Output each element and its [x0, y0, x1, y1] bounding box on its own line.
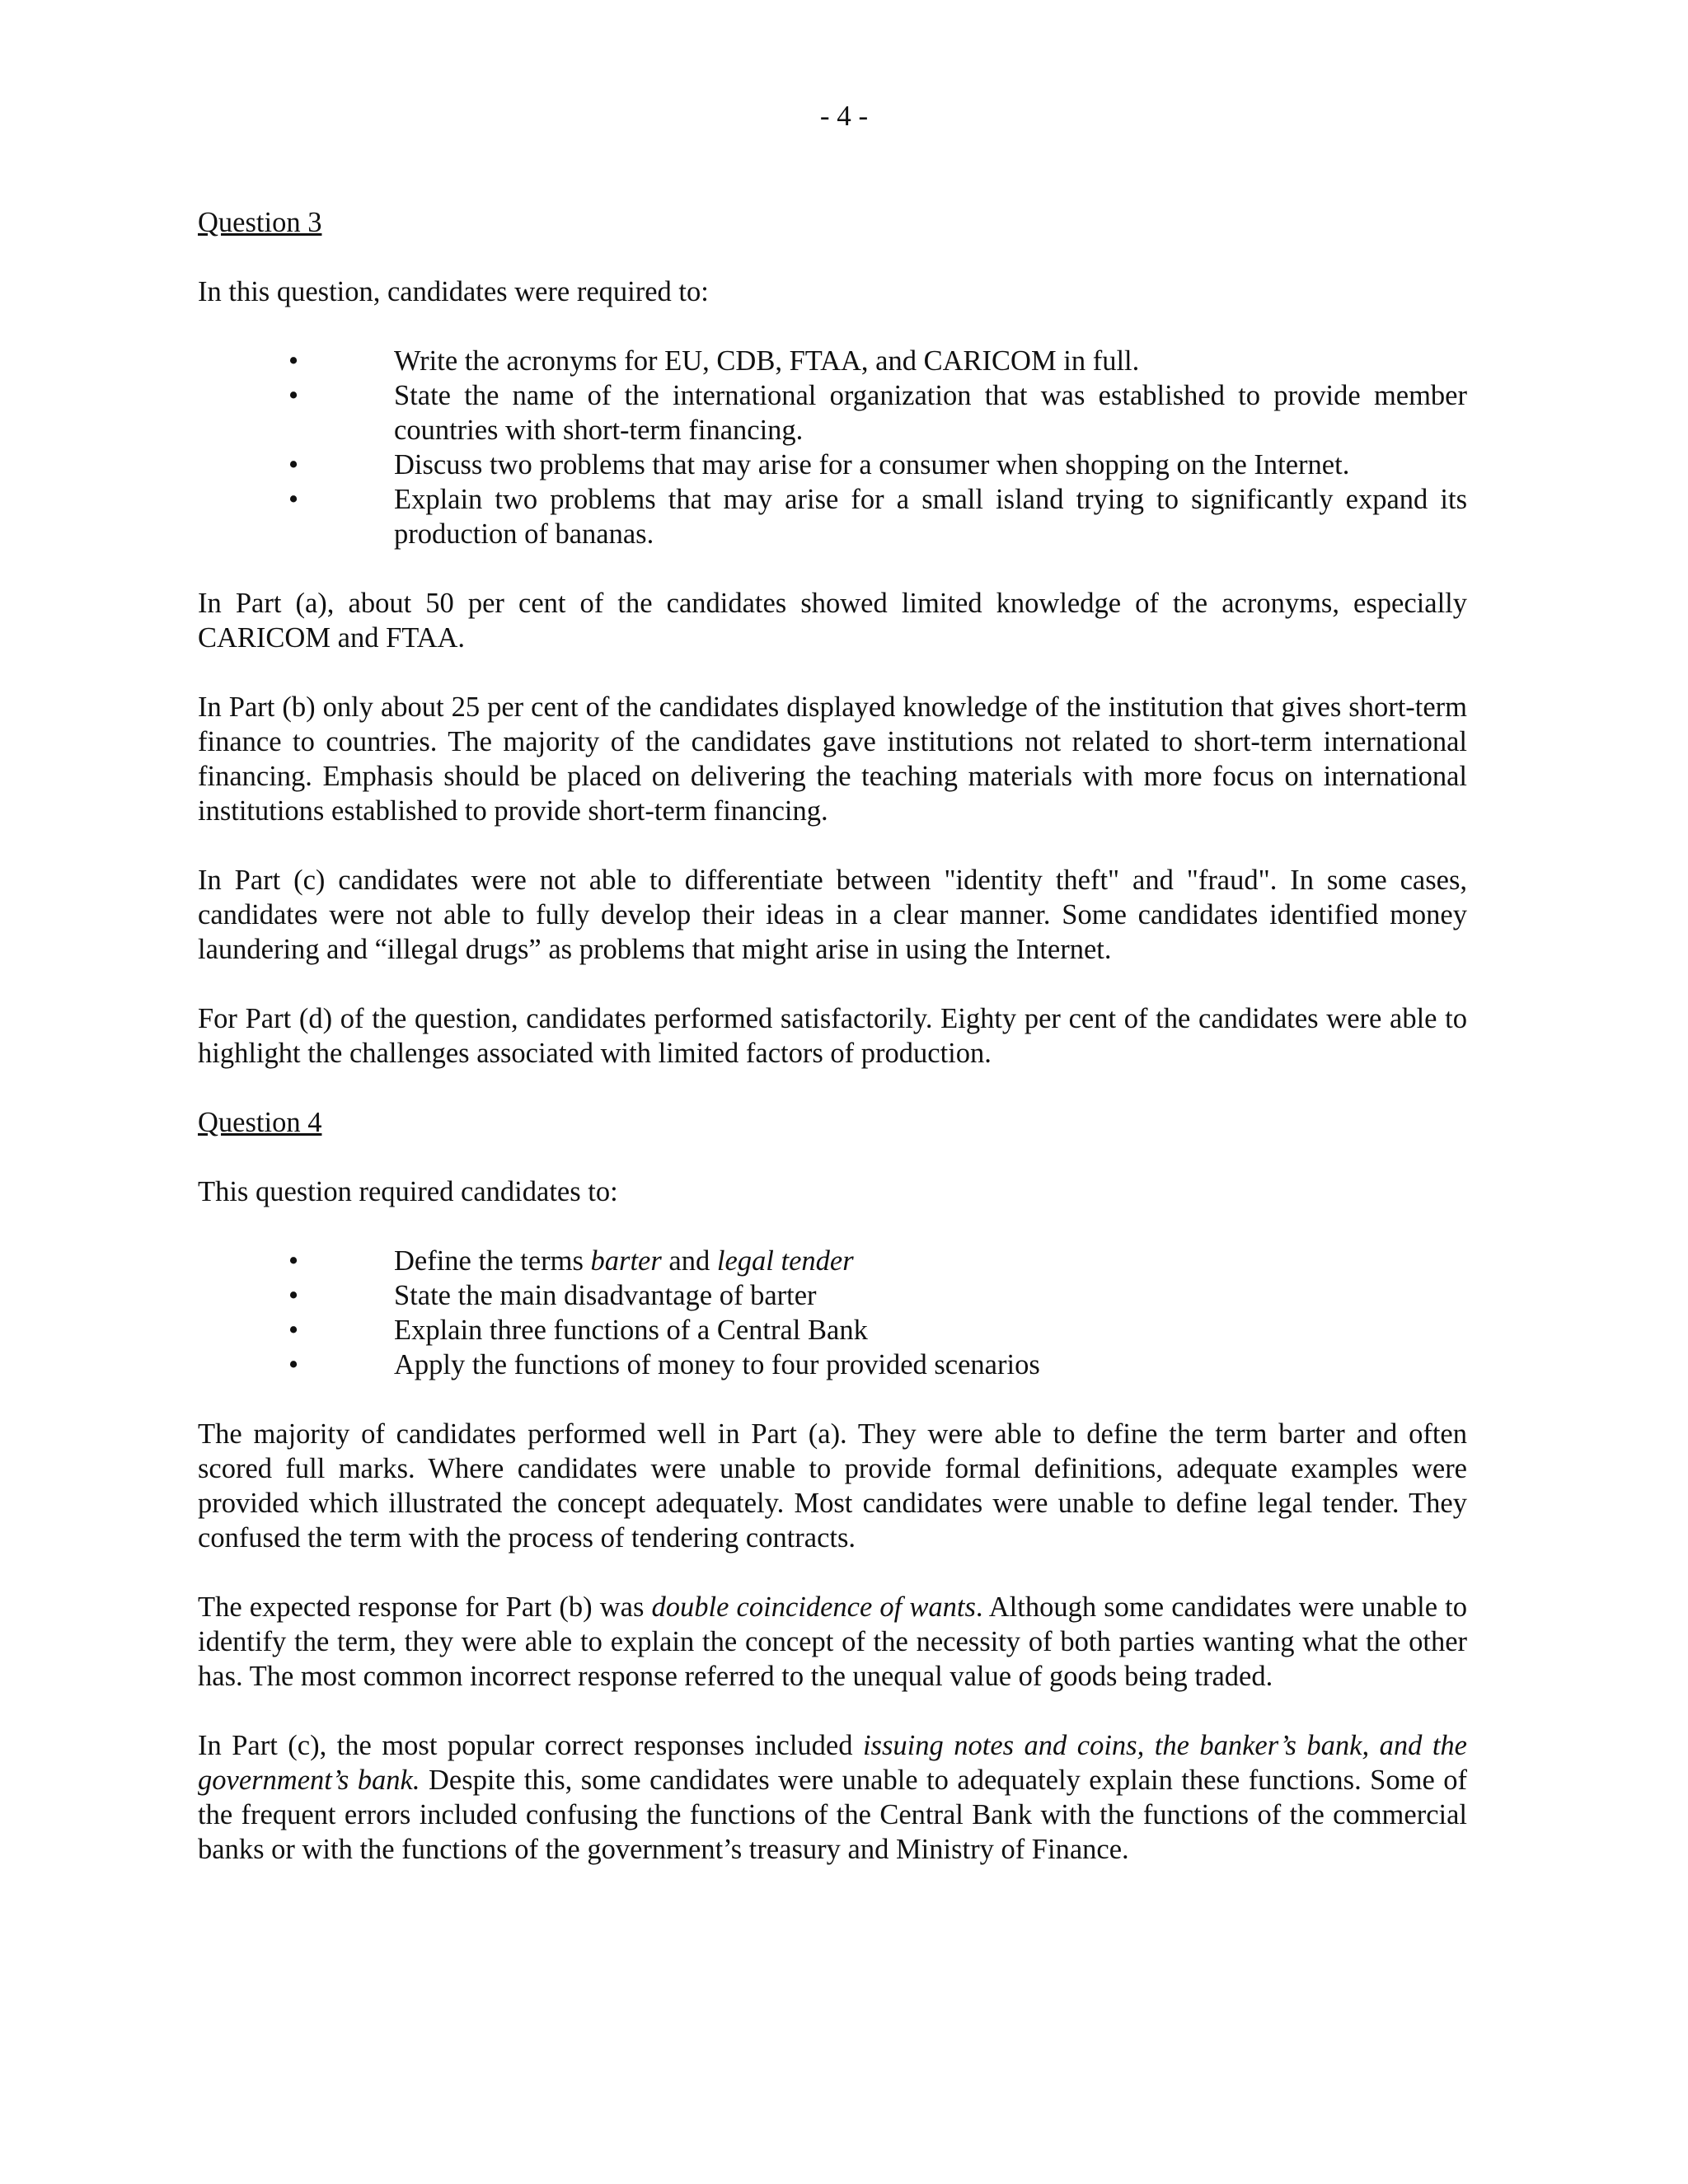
- question-4-part-b-comment: The expected response for Part (b) was double coincidence of wants. Although some candidates were unable to identify the term, they were able to explain the concept of the necessity of both parties wanting what the other has. The most common incorrect response referred to the unequal value of goods being traded.: [198, 1591, 1467, 1692]
- question-3-part-a-comment: In Part (a), about 50 per cent of the candidates showed limited knowledge of the acronyms, especially CARICOM and FTAA.: [198, 588, 1467, 654]
- question-3-intro: In this question, candidates were required to:: [198, 276, 709, 307]
- question-3-part-d-comment: For Part (d) of the question, candidates performed satisfactorily. Eighty per cent of the candidates were able to highlight the challenges associated with limited factors of production.: [198, 1003, 1467, 1069]
- question-3-heading: Question 3: [198, 207, 322, 238]
- bullet-icon: •: [288, 449, 299, 480]
- question-4-part-a-comment: The majority of candidates performed well in Part (a). They were able to define the term barter and often scored full marks. Where candidates were unable to provide formal definitions, adequate examples were provided which illustrated the concept adequately. Most candidates were unable to define legal tender. They confused the term with the process of tendering contracts.: [198, 1418, 1467, 1554]
- bullet-icon: •: [288, 380, 299, 411]
- page-number: - 4 -: [819, 100, 869, 132]
- bullet-icon: •: [288, 1315, 299, 1346]
- list-item: • State the main disadvantage of barter: [288, 1280, 817, 1311]
- term-barter: barter: [590, 1245, 662, 1277]
- term-legal-tender: legal tender: [716, 1245, 854, 1277]
- list-item: • Define the terms barter and legal tender: [288, 1245, 854, 1277]
- bullet-icon: •: [288, 1349, 299, 1380]
- list-item: • Write the acronyms for EU, CDB, FTAA, and CARICOM in full.: [288, 345, 1140, 377]
- question-4-intro: This question required candidates to:: [198, 1176, 618, 1207]
- question-3-part-c-comment: In Part (c) candidates were not able to differentiate between "identity theft" and "fraud". In some cases, candidates were not able to fully develop their ideas in a clear manner. Some candidates identified money laundering and “illegal drugs” as problems that might arise in using the Internet.: [198, 865, 1467, 965]
- central-bank-functions: issuing notes and coins, the banker’s bank, and the government’s bank.: [198, 1730, 1467, 1796]
- page-content: [198, 205, 1467, 1867]
- list-item: • Explain two problems that may arise for a small island trying to significantly expand its production of bananas.: [288, 484, 1467, 550]
- question-4-requirements-list: [198, 1244, 1467, 1382]
- question-3-requirements-list: [198, 344, 1467, 551]
- question-4-part-c-comment: In Part (c), the most popular correct responses included issuing notes and coins, the banker’s bank, and the government’s bank. Despite this, some candidates were unable to adequately explain these functions. Some of the frequent errors included confusing the functions of the Central Bank with the functions of the commercial banks or with the functions of the government’s treasury and Ministry of Finance.: [198, 1730, 1467, 1865]
- bullet-icon: •: [288, 484, 299, 515]
- question-3-part-b-comment: In Part (b) only about 25 per cent of the candidates displayed knowledge of the institution that gives short-term finance to countries. The majority of the candidates gave institutions not related to short-term international financing. Emphasis should be placed on delivering the teaching materials with more focus on international institutions established to provide short-term financing.: [198, 691, 1467, 827]
- list-item: • Apply the functions of money to four provided scenarios: [288, 1349, 1040, 1380]
- list-item: • State the name of the international organization that was established to provide member countries with short-term financing.: [288, 380, 1467, 446]
- bullet-icon: •: [288, 345, 299, 377]
- list-item: • Discuss two problems that may arise for a consumer when shopping on the Internet.: [288, 449, 1350, 480]
- question-4-heading: Question 4: [198, 1107, 322, 1138]
- term-double-coincidence: double coincidence of wants: [651, 1591, 976, 1623]
- list-item: • Explain three functions of a Central Bank: [288, 1315, 868, 1346]
- bullet-icon: •: [288, 1280, 299, 1311]
- bullet-icon: •: [288, 1245, 299, 1277]
